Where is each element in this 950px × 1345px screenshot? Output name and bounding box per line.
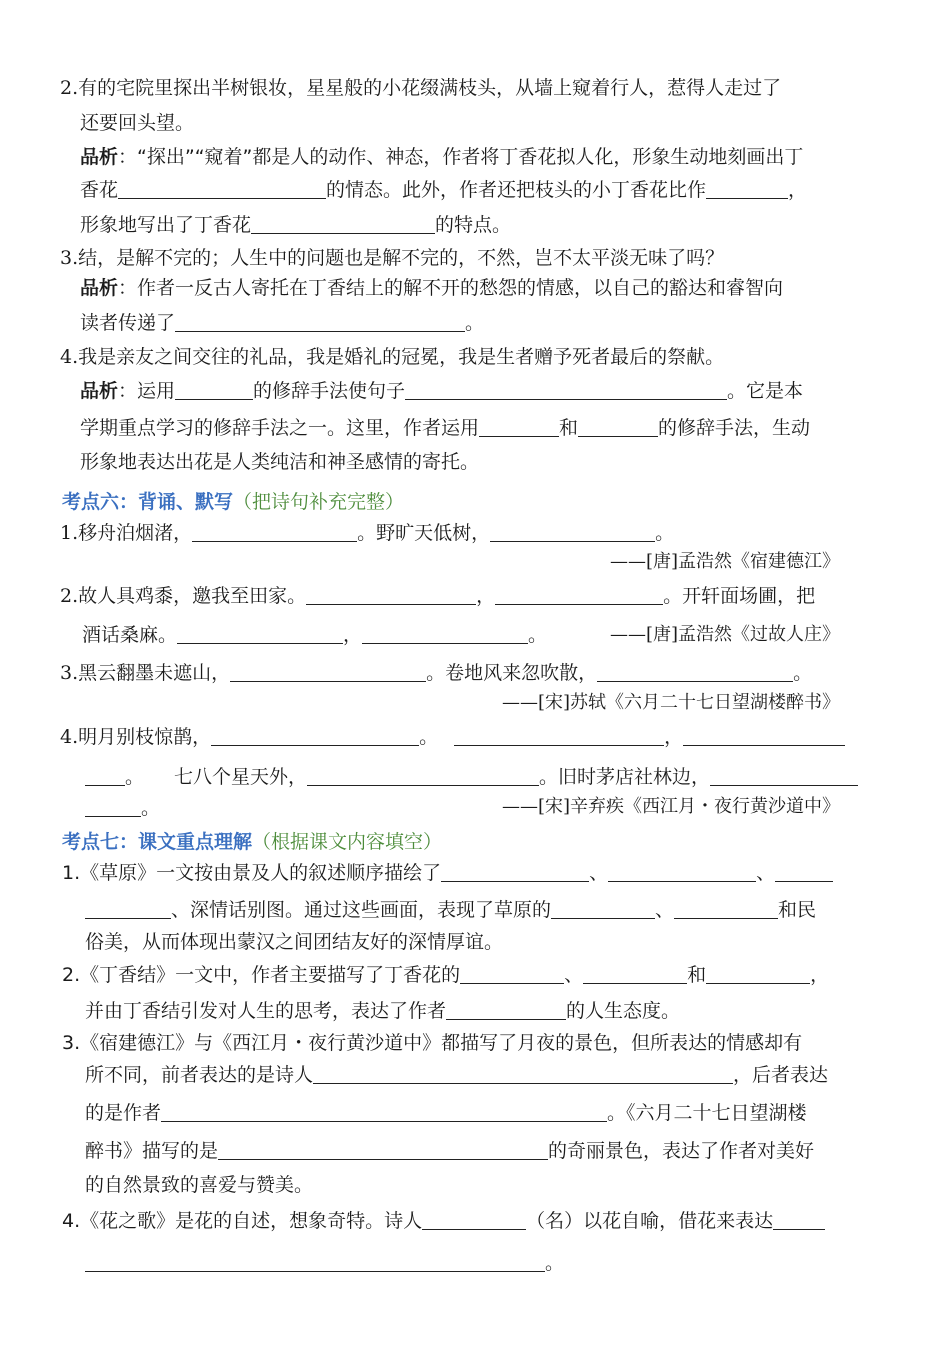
text: 。 [141,797,161,819]
text: 的人生态度。 [566,1000,681,1022]
q4-analysis-1 [80,378,803,404]
q3-analysis-2 [80,310,484,336]
text: 所不同，前者表达的是诗人 [85,1064,314,1086]
q4-analysis-3 [80,449,479,475]
text: 醉书》描写的是 [85,1140,219,1162]
q2-analysis-2 [80,177,807,203]
text: 学期重点学习的修辞手法之一。这里，作者运用 [80,417,480,439]
text: 1.移舟泊烟渚， [60,522,193,544]
analysis-text: ：“探出”“窥着”都是人的动作、神态，作者将丁香花拟人化，形象生动地刻画出丁 [118,146,804,168]
text: 形象地表达出花是人类纯洁和神圣感情的寄托。 [80,451,480,473]
text: 。野旷天低树， [357,522,491,544]
answer-blank[interactable] [583,963,687,984]
text: ， [664,726,684,748]
analysis-label: 品析 [80,380,119,402]
text: 。 [655,522,675,544]
text: 的自然景致的喜爱与赞美。 [85,1174,314,1196]
text: 和 [559,417,579,439]
text: ， [810,964,830,986]
text: ：运用 [118,380,176,402]
answer-blank[interactable] [175,379,253,400]
q4-text: 4.我是亲友之间交往的礼品，我是婚礼的冠冕，我是生者赠予死者最后的祭献。 [60,346,725,368]
text: ，后者表达 [733,1064,829,1086]
text: 香花 [80,179,119,201]
answer-blank[interactable] [597,661,793,682]
poem1-line [60,520,674,546]
text: 、 [589,862,609,884]
answer-blank[interactable] [85,796,141,817]
answer-blank[interactable] [578,416,658,437]
answer-blank[interactable] [706,178,788,199]
s7-q1-line2 [85,897,816,923]
s7-q1-line1 [62,860,833,886]
answer-blank[interactable] [674,898,778,919]
poem1-source: ——[唐]孟浩然《宿建德江》 [609,551,840,572]
text: 。 [125,766,145,788]
poem4-line1 [60,724,845,750]
q3-text: 3.结，是解不完的；人生中的问题也是解不完的，不然，岂不太平淡无味了吗？ [60,247,725,269]
q4-line1 [60,344,724,370]
text: 、深情话别图。通过这些画面，表现了草原的 [171,899,552,921]
answer-blank[interactable] [446,999,566,1020]
answer-blank[interactable] [211,725,419,746]
poem4-line3 [85,795,160,821]
answer-blank[interactable] [85,765,125,786]
text: 形象地写出了丁香花 [80,214,252,236]
q2-text: 2.有的宅院里探出半树银妆，星星般的小花缀满枝头，从墙上窥着行人，惹得人走过了 [60,77,782,99]
q2-line1 [60,75,781,101]
answer-blank[interactable] [775,861,833,882]
q4-analysis-2 [80,415,810,441]
text: 。 [545,1252,565,1274]
answer-blank[interactable] [441,861,589,882]
q3-line1 [60,245,724,271]
text: 俗美，从而体现出蒙汉之间团结友好的深情厚谊。 [85,931,504,953]
answer-blank[interactable] [495,584,663,605]
text: 2.故人具鸡黍，邀我至田家。 [60,585,307,607]
poem3-line [60,660,812,686]
answer-blank[interactable] [551,898,655,919]
text: 并由丁香结引发对人生的思考，表达了作者 [85,1000,447,1022]
text: ， [788,179,808,201]
s7-q2-line2 [85,998,680,1024]
s7-q3-line4 [85,1138,814,1164]
text: 。开轩面场圃，把 [663,585,816,607]
answer-blank[interactable] [313,1063,733,1084]
s7-q3-line5 [85,1172,313,1198]
s7-q1-line3 [85,929,503,955]
s7-q4-line2 [85,1250,564,1276]
text: ， [476,585,496,607]
s7-q4-line1 [62,1208,825,1234]
answer-blank[interactable] [85,1251,545,1272]
q2-text-cont: 还要回头望。 [80,112,195,134]
answer-blank[interactable] [175,311,465,332]
text: 读者传递了 [80,312,176,334]
text: 3.《宿建德江》与《西江月・夜行黄沙道中》都描写了月夜的景色，但所表达的情感却有 [62,1032,803,1054]
text: 酒话桑麻。 [82,624,178,646]
answer-blank[interactable] [683,725,845,746]
answer-blank[interactable] [479,416,559,437]
text: 和民 [778,899,817,921]
answer-blank[interactable] [307,765,539,786]
answer-blank[interactable] [706,963,810,984]
section-7-heading [62,827,442,854]
q3-analysis-1 [80,275,783,301]
poem2-source: ——[唐]孟浩然《过故人庄》 [609,624,840,645]
text: 。旧时茅店社林边， [539,766,711,788]
analysis-label: 品析 [80,146,119,168]
s7-q3-line1 [62,1030,802,1056]
answer-blank[interactable] [362,623,528,644]
q2-analysis-1 [80,144,803,170]
text: 1.《草原》一文按由景及人的叙述顺序描绘了 [62,862,442,884]
text: 七八个星天外， [174,766,308,788]
text: 、 [564,964,584,986]
text: 和 [687,964,707,986]
text: 。它是本 [727,380,804,402]
analysis-text: ：作者一反古人寄托在丁香结上的解不开的愁怨的情感，以自己的豁达和睿智向 [118,277,784,299]
text: 的奇丽景色，表达了作者对美好 [548,1140,815,1162]
poem2-line1 [60,583,815,609]
poem4-source: ——[宋]辛弃疾《西江月・夜行黄沙道中》 [501,796,840,817]
analysis-label: 品析 [80,277,119,299]
answer-blank[interactable] [192,521,357,542]
text: 的是作者 [85,1102,162,1124]
answer-blank[interactable] [490,521,655,542]
poem2-line2 [82,622,547,648]
text: 的情态。此外，作者还把枝头的小丁香花比作 [326,179,707,201]
answer-blank[interactable] [405,379,727,400]
section-6-heading [62,487,404,514]
text: 4.《花之歌》是花的自述，想象奇特。诗人 [62,1210,423,1232]
s7-q3-line2 [85,1062,828,1088]
text: （名）以花自喻，借花来表达 [526,1210,774,1232]
text: 。 [793,662,813,684]
text: 、 [655,899,675,921]
answer-blank[interactable] [773,1209,825,1230]
poem3-source: ——[宋]苏轼《六月二十七日望湖楼醉书》 [501,692,840,713]
section-title: 考点七：课文重点理解 [62,831,253,853]
poem4-line2 [85,764,858,790]
answer-blank[interactable] [218,1139,548,1160]
section-title: 考点六：背诵、默写 [62,491,234,513]
text: 。 [528,624,548,646]
answer-blank[interactable] [230,661,426,682]
answer-blank[interactable] [422,1209,526,1230]
answer-blank[interactable] [85,898,171,919]
answer-blank[interactable] [460,963,564,984]
answer-blank[interactable] [251,213,435,234]
text: 。 [465,312,485,334]
section-note: （根据课文内容填空） [252,831,443,853]
text: 。《六月二十七日望湖楼 [607,1102,807,1124]
s7-q3-line3 [85,1100,807,1126]
text: 的修辞手法，生动 [658,417,811,439]
answer-blank[interactable] [454,725,664,746]
text: 3.黑云翻墨未遮山， [60,662,231,684]
s7-q2-line1 [62,962,829,988]
answer-blank[interactable] [608,861,756,882]
q2-line2 [80,110,194,136]
answer-blank[interactable] [161,1101,607,1122]
q2-analysis-3 [80,212,511,238]
text: 4.明月别枝惊鹊， [60,726,212,748]
answer-blank[interactable] [177,623,343,644]
text: 。 [419,726,439,748]
text: 2.《丁香结》一文中，作者主要描写了丁香花的 [62,964,461,986]
text: 的特点。 [435,214,512,236]
text: 、 [756,862,776,884]
answer-blank[interactable] [710,765,858,786]
answer-blank[interactable] [118,178,326,199]
text: ， [343,624,363,646]
section-note: （把诗句补充完整） [233,491,405,513]
text: 的修辞手法使句子 [253,380,406,402]
answer-blank[interactable] [306,584,476,605]
text: 。卷地风来忽吹散， [426,662,598,684]
